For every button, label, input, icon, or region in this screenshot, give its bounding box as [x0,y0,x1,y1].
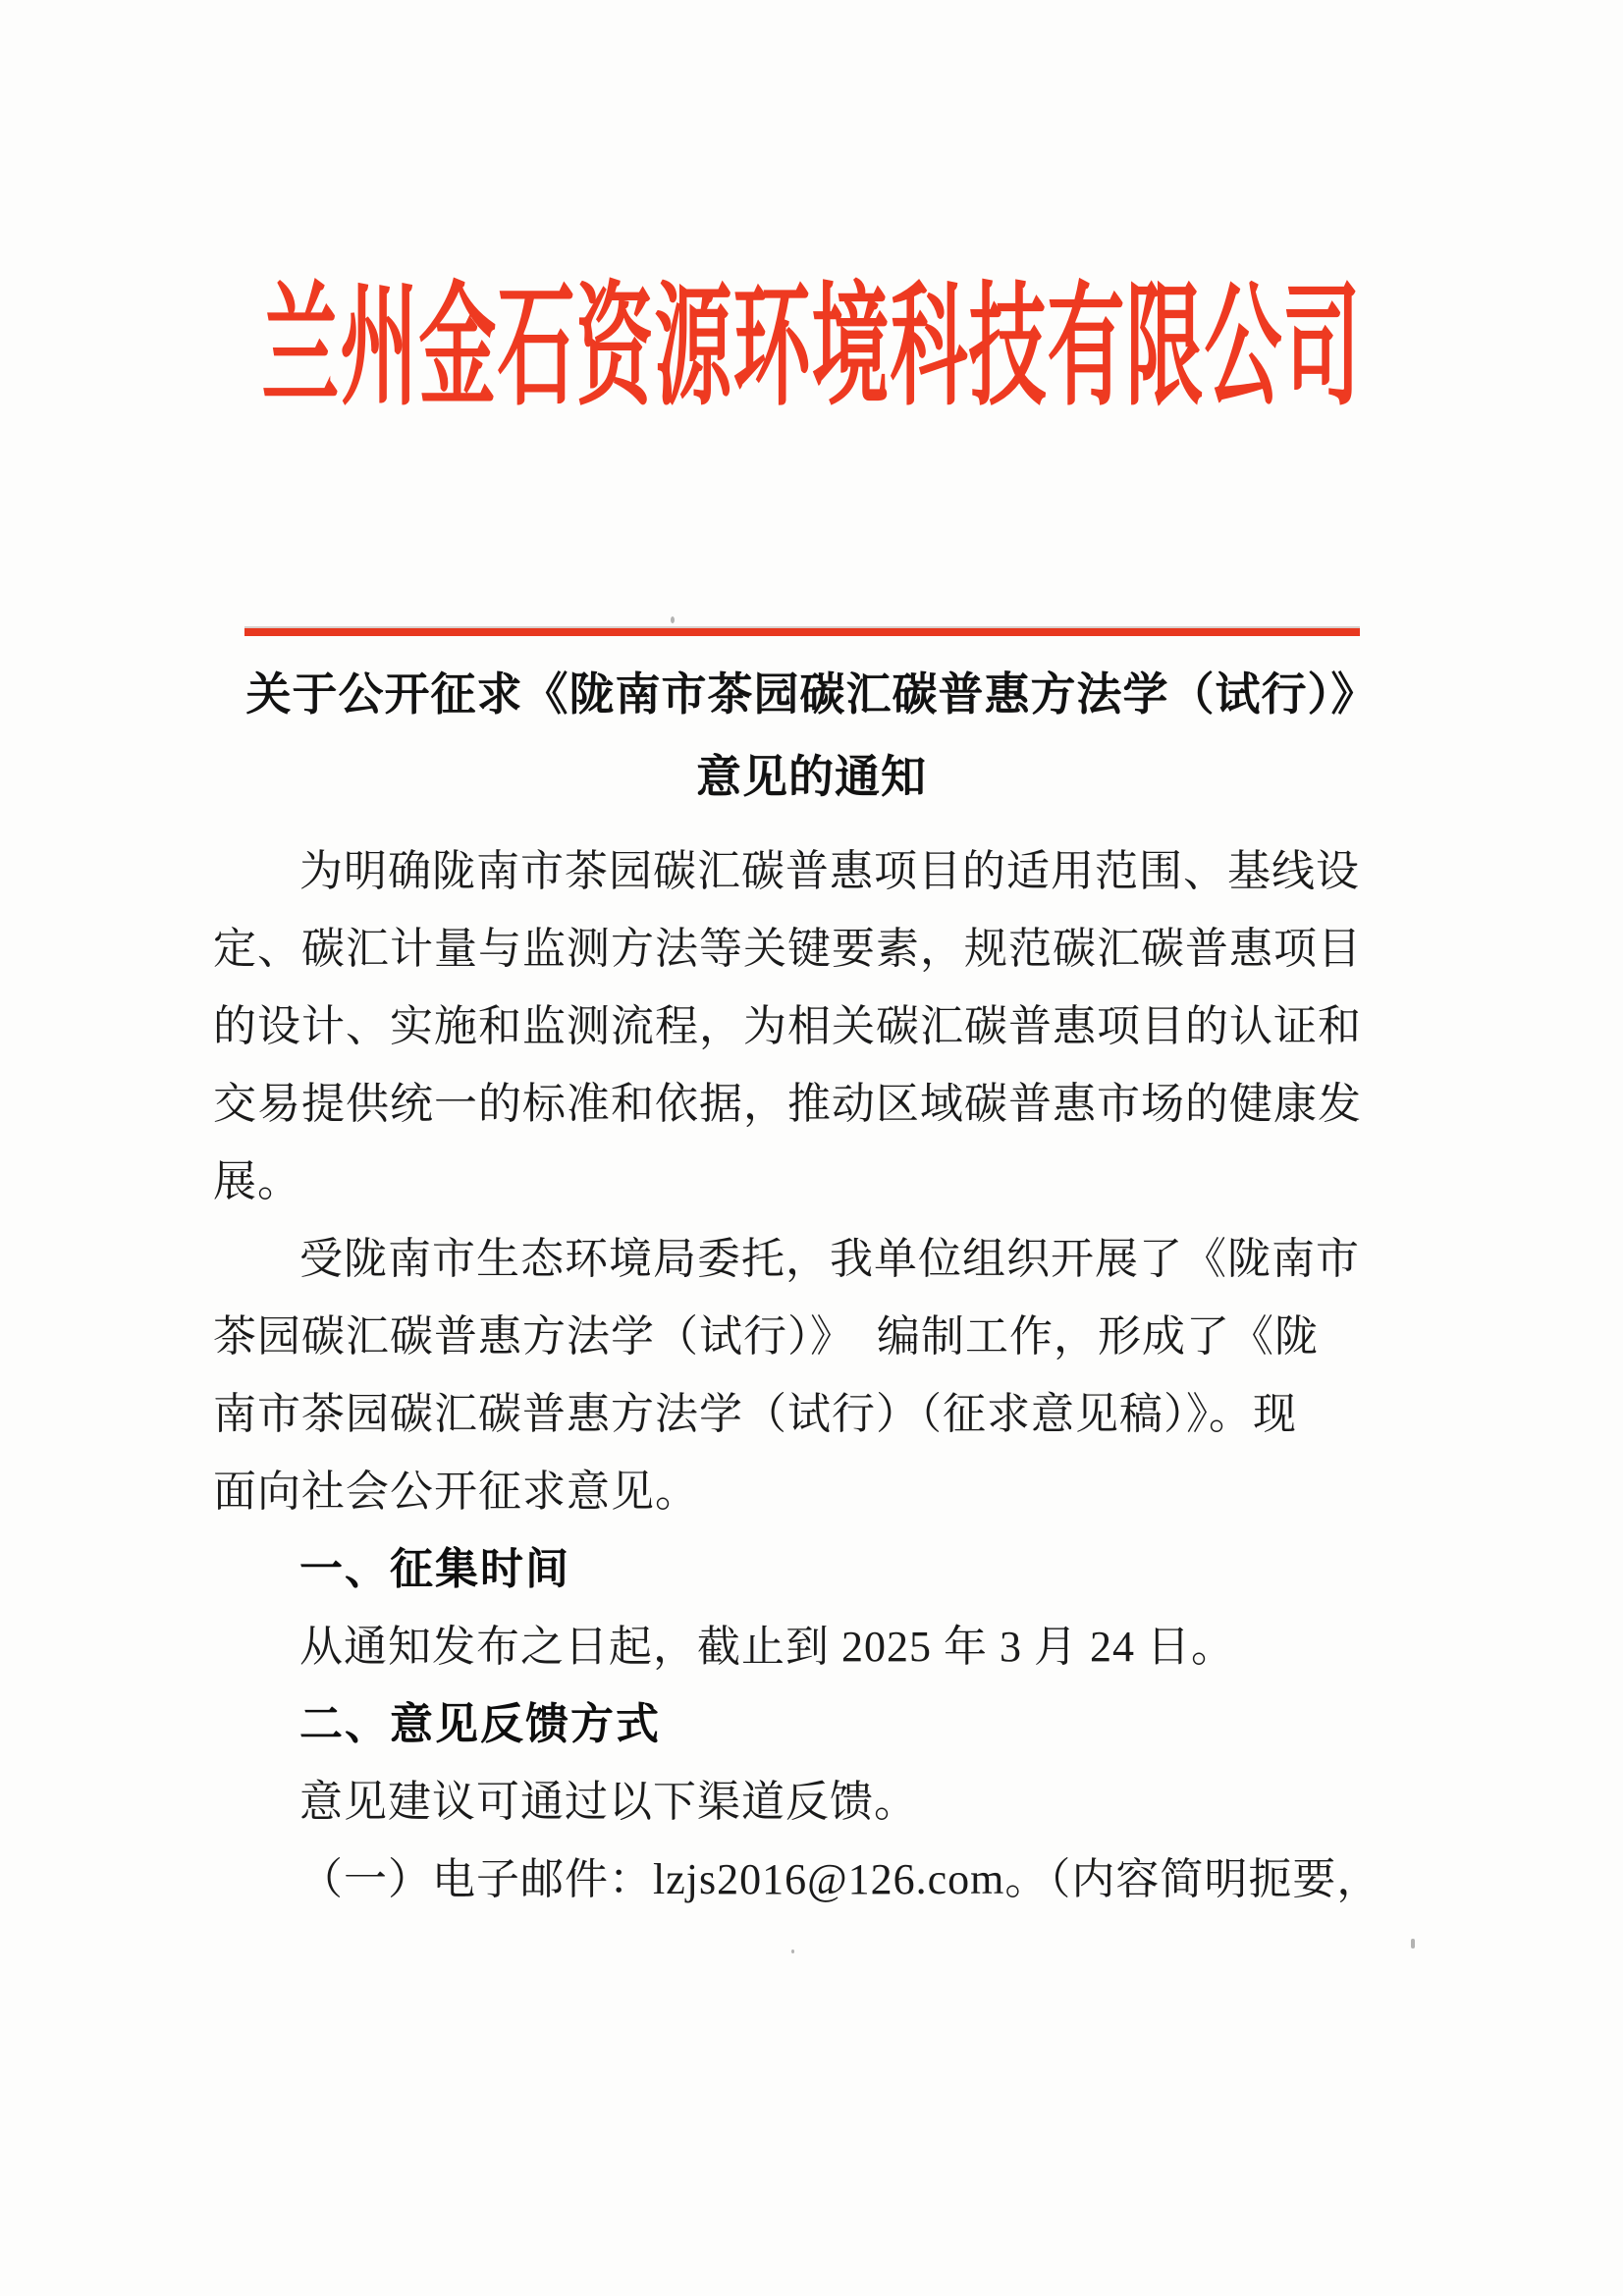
notice-title-line1: 关于公开征求《陇南市茶园碳汇碳普惠方法学（试行）》 [245,669,1378,720]
body-line: 面向社会公开征求意见。 [213,1468,699,1516]
body-line: 为明确陇南市茶园碳汇碳普惠项目的适用范围、基线设 [299,847,1360,895]
body-line-email: （一）电子邮件：lzjs2016@126.com。（内容简明扼要， [299,1855,1381,1903]
body-line: 意见建议可通过以下渠道反馈。 [299,1778,918,1826]
body-line: 从通知发布之日起，截止到 2025 年 3 月 24 日。 [299,1623,1235,1671]
scan-speck [791,1949,794,1953]
body-line: 受陇南市生态环境局委托，我单位组织开展了《陇南市 [299,1235,1360,1283]
body-line: 定、碳汇计量与监测方法等关键要素，规范碳汇碳普惠项目 [213,925,1362,973]
notice-title [0,654,1623,819]
body-line: 交易提供统一的标准和依据，推动区域碳普惠市场的健康发 [213,1080,1362,1128]
notice-title-line2: 意见的通知 [696,752,927,802]
letterhead [0,276,1623,423]
letterhead-divider-line [244,628,1360,636]
body-line: 茶园碳汇碳普惠方法学（试行）》 编制工作，形成了《陇 [213,1312,1319,1361]
company-name: 兰州金石资源环境科技有限公司 [261,276,1362,423]
body-line: 展。 [213,1157,301,1205]
scan-speck [671,616,675,623]
section-heading-feedback-method: 二、意见反馈方式 [299,1700,661,1748]
body-line: 南市茶园碳汇碳普惠方法学（试行）（征求意见稿）》。现 [213,1390,1297,1438]
scan-speck [1411,1939,1415,1949]
notice-body [213,832,1381,1918]
section-heading-collection-time: 一、征集时间 [299,1545,570,1593]
body-line: 的设计、实施和监测流程，为相关碳汇碳普惠项目的认证和 [213,1002,1362,1050]
